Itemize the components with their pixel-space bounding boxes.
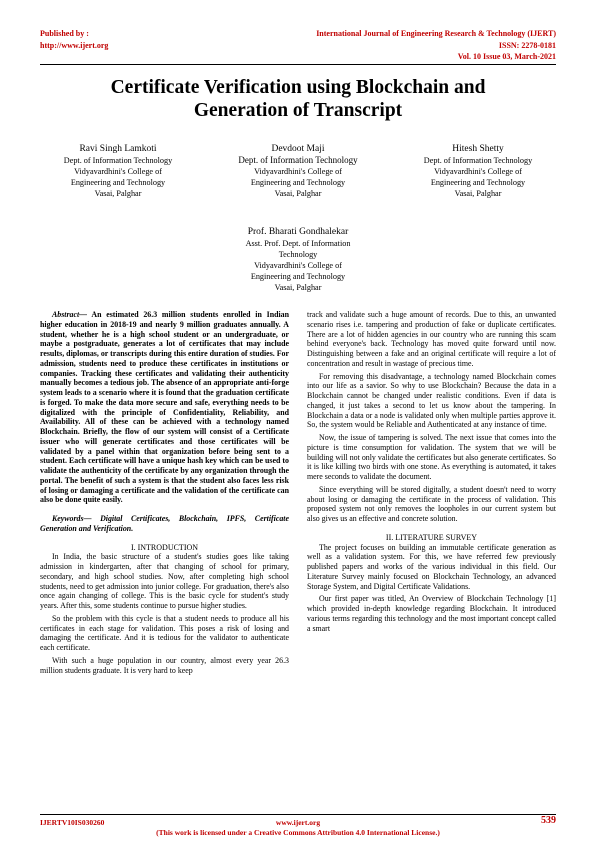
left-column <box>40 310 289 675</box>
author-block <box>208 226 388 293</box>
author-block <box>28 143 208 199</box>
author-affiliation: Asst. Prof. Dept. of Information <box>245 239 351 248</box>
author-affiliation: Vasai, Palghar <box>94 189 142 198</box>
author-name: Prof. Bharati Gondhalekar <box>247 227 349 237</box>
right-column <box>307 310 556 633</box>
paragraph: track and validate such a huge amount of records. Due to this, an unwanted scenario rises i.e. tampering and production of fake or duplicate certificates. There are a lot of hidden agencies in our country who are running this scam behind everyone's back. Technology has moved quite forward until now. Distinguishing between a fake and an original certificate will require a lot of concentration and result in wastage of precious time. <box>307 310 556 368</box>
journal-issn: ISSN: 2278-0181 <box>498 41 556 50</box>
section-heading: II. LITERATURE SURVEY <box>385 532 478 542</box>
paragraph: So the problem with this cycle is that a student needs to produce all his certificates in each stage for validation. This poses a risk of losing and damaging the certificate. And it is tedious for the validator to authenticate each certificate. <box>40 613 289 652</box>
author-affiliation: Vidyavardhini's College of <box>74 167 162 176</box>
abstract-text: An estimated 26.3 million students enrolled in Indian higher education in 2018-19 and nearly 9 million graduates annually. A student, whether he is a high school student or an undergraduate, or maybe a postgraduate, generates a lot of certificates that may include results, diplomas, or transcripts during this entire duration of studies. For admission, students need to produce these certificates in institutions or companies. Tracking these certificates and validating their authenticity manually becomes a tedious job. The absence of an appropriate anti-forge system leads to a scenario where it is found that the graduation certificate is forged. To make the data more secure and safe, everything needs to be digitalized with the principle of Confidentiality, Reliability, and Availability. All of these can be achieved with a technology named Blockchain. Briefly, the flow of our system will consist of a Certificate issuer who will generate certificates and those certificates will be validated by a panel within that organization before being sent to a student. Each certificate will have a unique hash key which can be used to validate the authenticity of the certificate by any organization through the portal. The benefit of such a system is that the student also faces less risk of losing or damaging a certificate and the validation of the certificate can also be done quite easily. <box>40 310 289 505</box>
footer-rule <box>40 814 556 815</box>
journal-url-link[interactable]: http://www.ijert.org <box>40 41 109 50</box>
author-name: Hitesh Shetty <box>452 144 504 154</box>
abstract <box>40 310 289 505</box>
keywords-label: Keywords— <box>52 514 92 523</box>
author-affiliation: Dept. of Information Technology <box>423 156 533 165</box>
author-affiliation: Vidyavardhini's College of <box>254 167 342 176</box>
author-block <box>388 143 568 199</box>
author-affiliation: Vasai, Palghar <box>274 189 322 198</box>
paragraph: In India, the basic structure of a student's studies goes like taking admission in kindergarten, after that changing of school for primary, secondary, and high school studies. Now, after completing high school students, need to get admission into junior college. For graduation, there's also once again changing of college. This is the basic cycle for student's study years. After this, some students continue to pursue higher studies. <box>40 552 289 610</box>
author-affiliation: Vidyavardhini's College of <box>434 167 522 176</box>
author-affiliation: Vasai, Palghar <box>274 283 322 292</box>
author-name: Ravi Singh Lamkoti <box>79 144 157 154</box>
paragraph: Now, the issue of tampering is solved. The next issue that comes into the picture is time consumption for validation. The system that we will be building will not only validate the certificates but also generate certificates. So it is like killing two birds with one stone. As everything is automated, it takes mere seconds to validate the document. <box>307 433 556 481</box>
author-block <box>208 143 388 199</box>
author-affiliation: Vidyavardhini's College of <box>254 261 342 270</box>
author-affiliation: Engineering and Technology <box>430 178 526 187</box>
author-affiliation: Dept. of Information Technology <box>63 156 173 165</box>
author-affiliation: Dept. of Information Technology <box>238 155 358 165</box>
keywords-text: Digital Certificates, Blockchain, IPFS, Certificate Generation and Verification. <box>40 514 289 533</box>
author-affiliation: Technology <box>278 250 318 259</box>
journal-name: International Journal of Engineering Research & Technology (IJERT) <box>316 29 556 38</box>
paper-id: IJERTV10IS030260 <box>40 818 105 827</box>
journal-volume: Vol. 10 Issue 03, March-2021 <box>457 52 556 61</box>
page-number: 539 <box>541 815 556 826</box>
title-line-2: Generation of Transcript <box>193 100 403 121</box>
paragraph: The project focuses on building an immutable certificate generation as well as a validation system. For this, we have referred few previously published papers and works of the various individual in this field. Our Literature Survey mainly focused on Blockchain Technology, an advanced Storage System, and Digital Certificate Validations. <box>307 542 556 591</box>
published-by-label: Published by : <box>40 29 89 38</box>
author-affiliation: Vasai, Palghar <box>454 189 502 198</box>
license-note: (This work is licensed under a Creative Commons Attribution 4.0 International License.) <box>156 828 440 837</box>
paragraph: For removing this disadvantage, a technology named Blockchain comes into our life as a savior. So why to use Blockchain? Because the data in a Blockchain cannot be changed under realistic conditions. Even if data is changed, it just takes a second to let us know about the tampering. In Blockchain a data or a node is validated only when multiple parties approve it. So, the system would be Reliable and Authenticated at any instance of time. <box>307 371 556 430</box>
author-affiliation: Engineering and Technology <box>250 178 346 187</box>
abstract-label: Abstract— <box>52 310 88 319</box>
paragraph: With such a huge population in our country, almost every year 26.3 million students graduate. It is very hard to keep <box>40 655 289 675</box>
author-name: Devdoot Maji <box>271 144 325 154</box>
author-affiliation: Engineering and Technology <box>250 272 346 281</box>
paragraph: Our first paper was titled, An Overview of Blockchain Technology [1] which provided in-depth knowledge regarding Blockchain. It introduced various terms regarding this technology and the most important concept called a smart <box>307 594 556 633</box>
title-line-1: Certificate Verification using Blockchain and <box>110 77 486 98</box>
paragraph: Since everything will be stored digitally, a student doesn't need to worry about losing or damaging the certificate in the process of validation. This proposed system not only removes the loopholes in our current system but also gives us an effective and concrete solution. <box>307 484 556 523</box>
header-rule <box>40 64 556 65</box>
paper-title <box>40 76 556 122</box>
author-affiliation: Engineering and Technology <box>70 178 166 187</box>
keywords <box>40 514 289 534</box>
footer-site-link[interactable]: www.ijert.org <box>275 818 321 827</box>
section-heading: I. INTRODUCTION <box>130 542 199 552</box>
